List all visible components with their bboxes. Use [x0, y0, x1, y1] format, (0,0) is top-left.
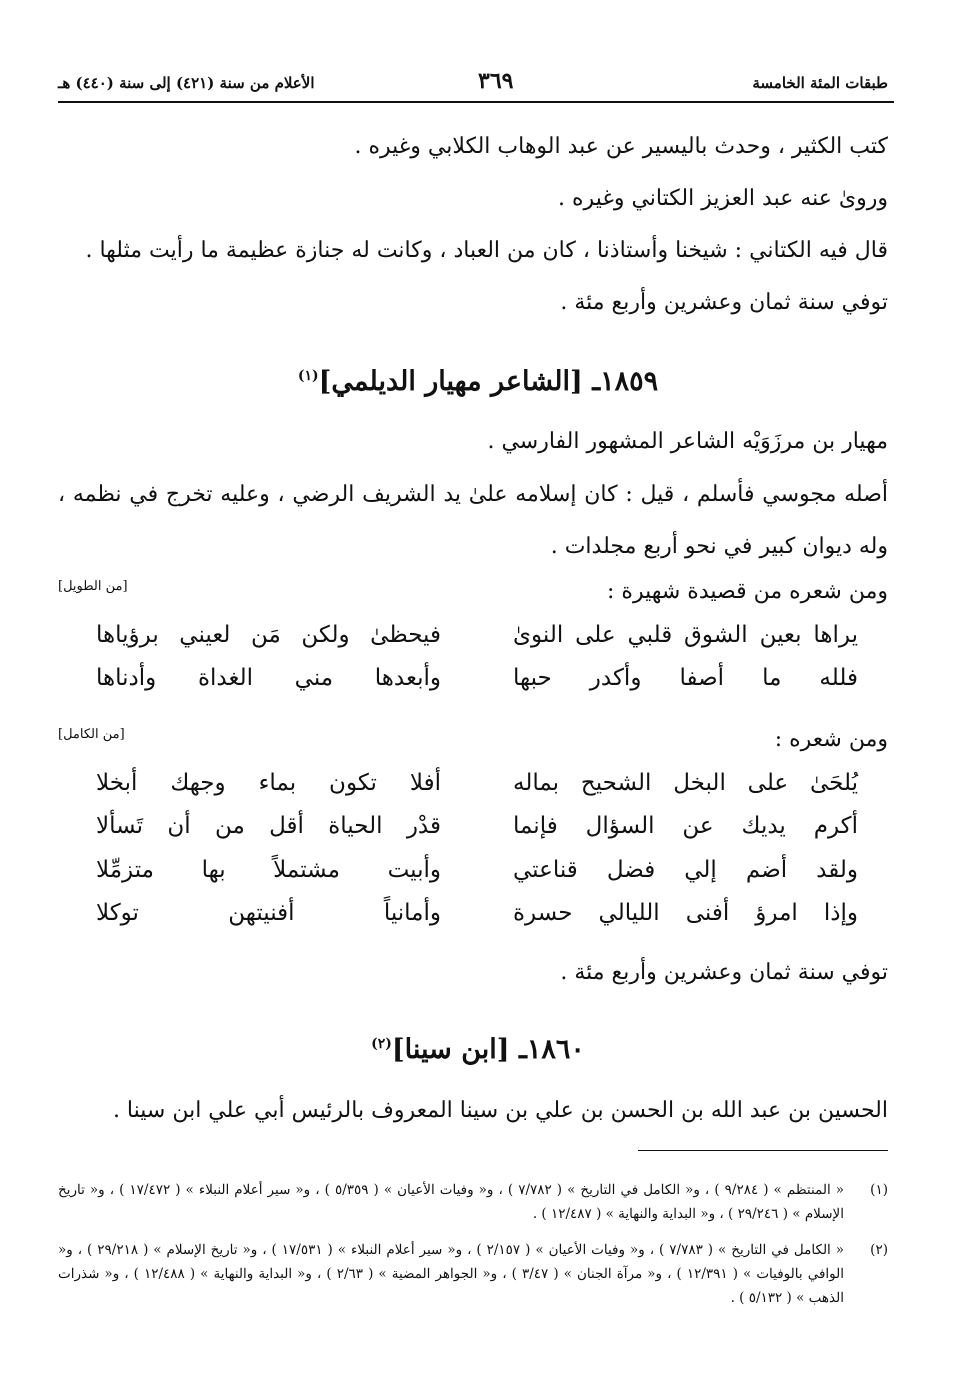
footnote-2: [58, 1238, 888, 1310]
entry-1860-title: ١٨٦٠ـ [ابن سينا]: [391, 1034, 585, 1065]
footnote-1: [58, 1178, 888, 1226]
poem-2-verse-2-right: أكرم يديك عن السؤال فإنما: [513, 813, 858, 839]
footnote-1-text: « المنتظم » ( ٩/٢٨٤ ) ، و« الكامل في التاريخ » ( ٧/٧٨٢ ) ، و« وفيات الأعيان » ( ٥/٣٥٩ ) ، و« سير أعلام النبلاء » ( ١٧/٤٧٢ ) ، و« تاريخ الإسلام » ( ٢٩/٢٤٦ ) ، و« البداية والنهاية » ( ١٢/٤٨٧ ) .: [58, 1182, 845, 1222]
poem-1-verse-1-right: يراها بعين الشوق قلبي على النوىٰ: [513, 622, 858, 648]
poem-1-verse-2-left: وأبعدها مني الغداة وأدناها: [96, 665, 441, 691]
poem-2-verse-3-left: وأبيت مشتملاً بها متزمِّلا: [96, 857, 441, 883]
intro-line-4: توفي سنة ثمان وعشرين وأربع مئة .: [560, 290, 888, 315]
footnote-ref-2: (٢): [371, 1036, 392, 1052]
chapter-title: الأعلام من سنة (٤٢١) إلى سنة (٤٤٠) هـ: [58, 74, 315, 92]
entry-1860-name-line: الحسين بن عبد الله بن الحسن بن علي بن سينا المعروف بالرئيس أبي علي ابن سينا .: [112, 1098, 888, 1123]
poem-2-verse-1-right: يُلحَىٰ على البخل الشحيح بماله: [513, 770, 858, 796]
poem-2-verse-1-left: أفلا تكون بماء وجهك أبخلا: [96, 770, 441, 796]
intro-line-2: وروىٰ عنه عبد العزيز الكتاني وغيره .: [558, 186, 888, 211]
poem-2-meter: [من الكامل]: [58, 727, 125, 742]
page-number: ٣٦٩: [478, 68, 514, 94]
entry-1859-paragraph: أصله مجوسي فأسلم ، قيل : كان إسلامه علىٰ يد الشريف الرضي ، وعليه تخرج في نظمه ، وله ديوان كبير في نحو أربع مجلدات .: [58, 482, 888, 559]
footnote-2-text: « الكامل في التاريخ » ( ٧/٧٨٣ ) ، و« وفيات الأعيان » ( ٢/١٥٧ ) ، و« سير أعلام النبلاء » ( ١٧/٥٣١ ) ، و« تاريخ الإسلام » ( ٢٩/٢١٨ ) ، و« الوافي بالوفيات » ( ١٢/٣٩١ ) ، و« مرآة الجنان » ( ٣/٤٧ ) ، و« الجواهر المضية » ( ٢/٦٣ ) ، و« البداية والنهاية » ( ١٢/٤٨٨ ) ، و« شذرات الذهب » ( ٥/١٣٢ ) .: [58, 1242, 845, 1306]
poem-2-verse-3-right: ولقد أضم إلي فضل قناعتي: [513, 857, 858, 883]
poem-2-intro: ومن شعره :: [774, 727, 888, 752]
header-rule: [58, 101, 894, 103]
section-title: طبقات المئة الخامسة: [752, 74, 888, 92]
poem-1-verse-1-left: فيحظىٰ ولكن مَن لعيني برؤياها: [96, 622, 441, 648]
entry-1859-death: توفي سنة ثمان وعشرين وأربع مئة .: [560, 960, 888, 985]
poem-1-intro: ومن شعره من قصيدة شهيرة :: [607, 579, 888, 604]
footnote-ref-1: (١): [297, 368, 319, 384]
poem-1-verse-2-right: فلله ما أصفا وأكدر حبها: [513, 665, 858, 691]
footnote-2-number: (٢): [870, 1242, 888, 1258]
entry-1860-heading: [0, 1034, 956, 1065]
poem-1-meter: [من الطويل]: [58, 579, 128, 594]
footnote-rule: [638, 1150, 888, 1151]
intro-line-3: قال فيه الكتاني : شيخنا وأستاذنا ، كان من العباد ، وكانت له جنازة عظيمة ما رأيت مثلها .: [85, 238, 888, 263]
entry-1859-heading: [0, 366, 956, 397]
entry-1859-name-line: مهيار بن مرزَوَيْه الشاعر المشهور الفارسي .: [487, 429, 888, 454]
running-header: [58, 68, 888, 96]
poem-2-verse-4-left: وأمانياً أفنيتهن توكلا: [96, 900, 441, 926]
footnote-1-number: (١): [870, 1182, 888, 1198]
entry-1859-title: ١٨٥٩ـ [الشاعر مهيار الديلمي]: [318, 366, 659, 397]
poem-2-verse-2-left: قدْر الحياة أقل من أن تَسألا: [96, 813, 441, 839]
poem-2-verse-4-right: وإذا امرؤ أفنى الليالي حسرة: [513, 900, 858, 926]
intro-line-1: كتب الكثير ، وحدث باليسير عن عبد الوهاب الكلابي وغيره .: [354, 134, 888, 159]
